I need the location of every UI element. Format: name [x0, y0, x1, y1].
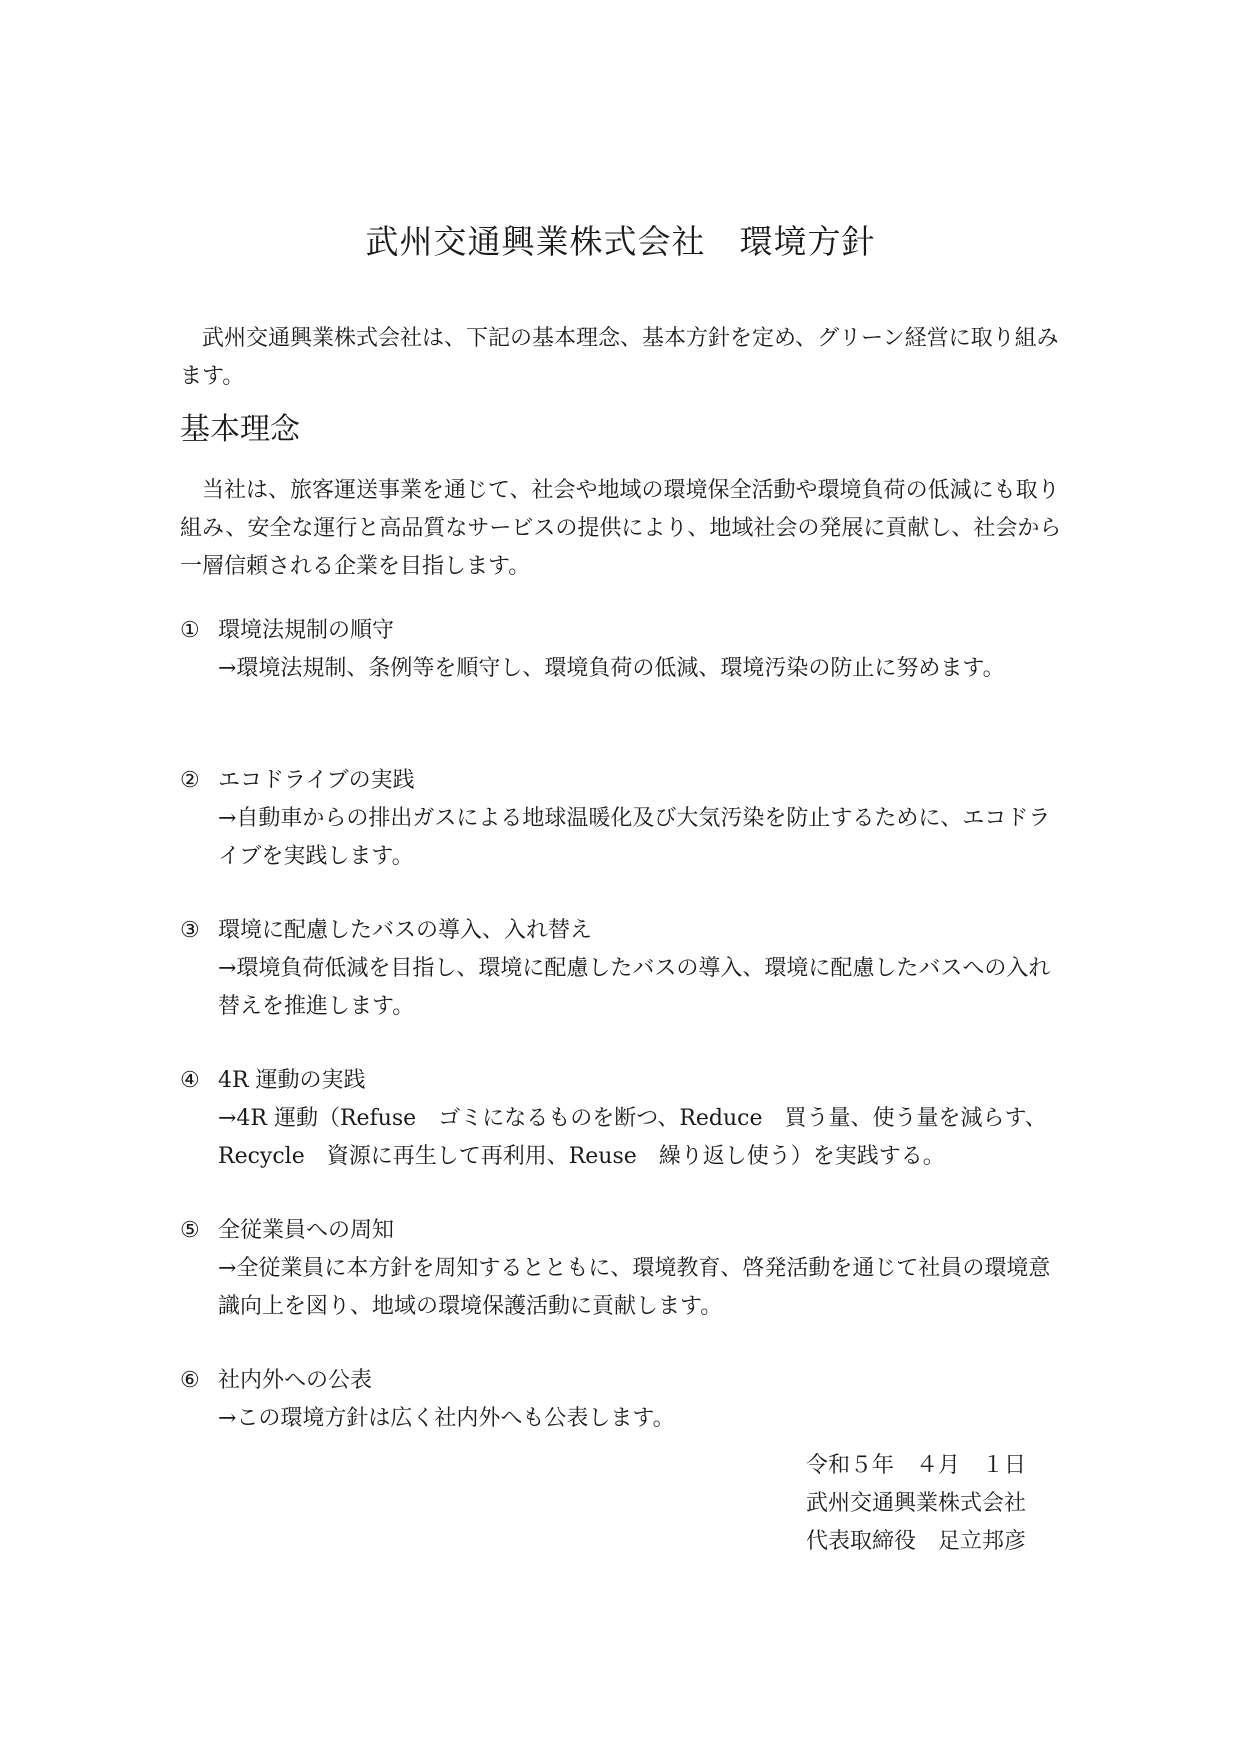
- signature-block: [806, 1447, 1026, 1561]
- policy-item-3: [180, 912, 1070, 1026]
- philosophy-paragraph: 当社は、旅客運送事業を通じて、社会や地域の環境保全活動や環境負荷の低減にも取り組み、安全な運行と高品質なサービスの提供により、地域社会の発展に貢献し、社会から一層信頼される企業を目指します。: [180, 478, 1062, 579]
- policy-body: →この環境方針は広く社内外へも公表します。: [218, 1406, 675, 1431]
- policy-item-1: [180, 612, 1070, 688]
- policy-number: ④: [180, 1068, 200, 1093]
- policy-heading: 社内外への公表: [218, 1368, 373, 1393]
- policy-body: →4R 運動（Refuse ゴミになるものを断つ、Reduce 買う量、使う量を減らす、Recycle 資源に再生して再利用、Reuse 繰り返し使う）を実践する。: [218, 1106, 1047, 1169]
- policy-heading: 4R 運動の実践: [218, 1068, 366, 1093]
- signature-company: 武州交通興業株式会社: [806, 1491, 1027, 1516]
- policy-heading: 全従業員への周知: [218, 1218, 395, 1243]
- policy-number: ①: [180, 618, 200, 643]
- policy-heading: 環境に配慮したバスの導入、入れ替え: [218, 918, 593, 943]
- policy-item-2: [180, 762, 1070, 876]
- signature-date: 令和５年 ４月 １日: [806, 1453, 1027, 1478]
- document-title: 武州交通興業株式会社 環境方針: [365, 222, 876, 261]
- policy-item-4: [180, 1062, 1070, 1176]
- policy-body: →環境法規制、条例等を順守し、環境負荷の低減、環境汚染の防止に努めます。: [218, 656, 1005, 681]
- policy-number: ③: [180, 918, 200, 943]
- policy-heading: 環境法規制の順守: [218, 618, 395, 643]
- policy-number: ⑥: [180, 1368, 200, 1393]
- policy-body: →自動車からの排出ガスによる地球温暖化及び大気汚染を防止するために、エコドライブを実践します。: [218, 806, 1051, 869]
- policy-heading: エコドライブの実践: [218, 768, 415, 793]
- policy-body: →全従業員に本方針を周知するとともに、環境教育、啓発活動を通じて社員の環境意識向上を図り、地域の環境保護活動に貢献します。: [218, 1256, 1051, 1319]
- policy-body: →環境負荷低減を目指し、環境に配慮したバスの導入、環境に配慮したバスへの入れ替えを推進します。: [218, 956, 1051, 1019]
- signature-representative: 代表取締役 足立邦彦: [806, 1529, 1027, 1554]
- policy-number: ⑤: [180, 1218, 200, 1243]
- policy-item-6: [180, 1362, 1070, 1438]
- intro-paragraph: 武州交通興業株式会社は、下記の基本理念、基本方針を定め、グリーン経営に取り組みます。: [180, 326, 1059, 389]
- policy-item-5: [180, 1212, 1070, 1326]
- section-heading-philosophy: 基本理念: [180, 412, 300, 447]
- policy-number: ②: [180, 768, 200, 793]
